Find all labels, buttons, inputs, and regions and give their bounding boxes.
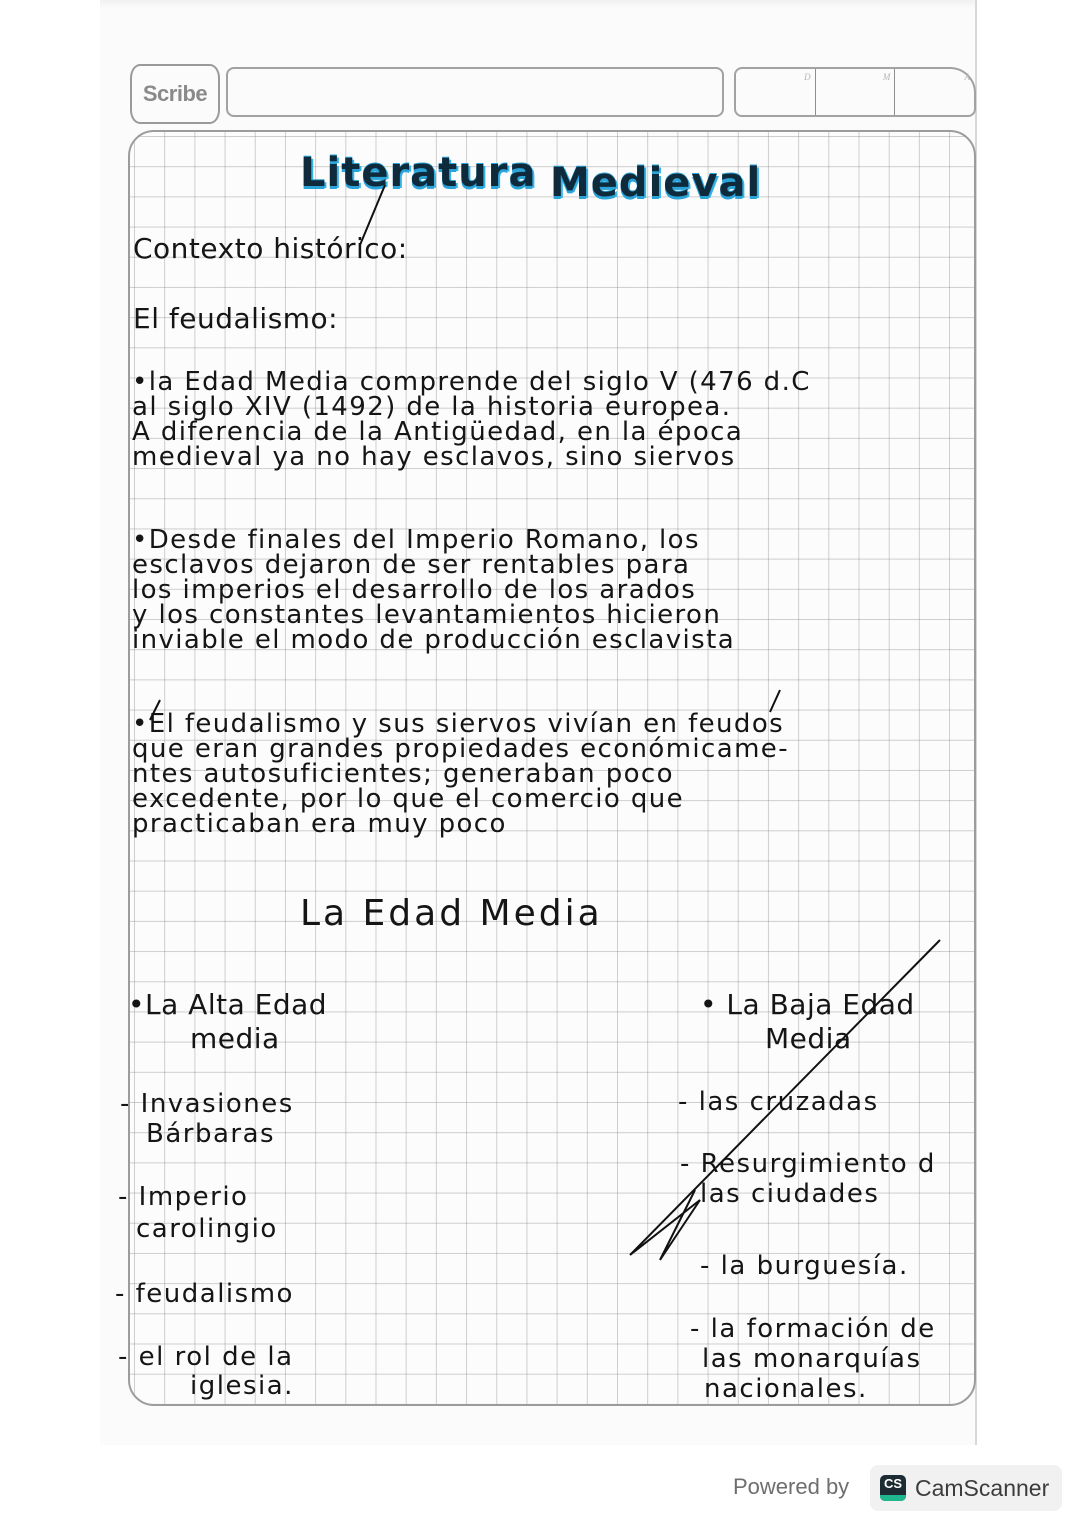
- right-item-4-cont: las monarquías: [702, 1344, 922, 1374]
- date-box: [734, 67, 976, 117]
- paragraph-line: excedente, por lo que el comercio que: [132, 784, 685, 814]
- note-title-word-1: Literatura: [300, 150, 537, 196]
- paragraph-line: los imperios el desarrollo de los arados: [132, 575, 697, 605]
- left-column-heading-2: media: [190, 1022, 280, 1055]
- section-heading: Contexto histórico:: [133, 232, 408, 265]
- brand-label: Scribe: [142, 81, 208, 106]
- paragraph-line: inviable el modo de producción esclavista: [132, 625, 736, 655]
- left-item-2-cont: carolingio: [136, 1214, 278, 1244]
- paragraph-line: practicaban era muy poco: [132, 809, 507, 839]
- scribe-logo: [130, 64, 220, 124]
- paragraph-3: [132, 709, 972, 839]
- date-month-cell: M: [816, 69, 896, 115]
- left-item-4-cont: iglesia.: [190, 1371, 294, 1401]
- left-item-4: - el rol de la: [118, 1342, 294, 1372]
- left-item-2: - Imperio: [118, 1182, 249, 1212]
- date-year-cell: A: [964, 72, 971, 82]
- camscanner-brand: CamScanner: [915, 1474, 1050, 1501]
- left-item-1-cont: Bárbaras: [146, 1119, 276, 1149]
- paragraph-line: medieval ya no hay esclavos, sino siervos: [132, 442, 736, 472]
- right-item-1: - las cruzadas: [678, 1087, 879, 1117]
- paragraph-line: •la Edad Media comprende del siglo V (476 d.C: [132, 367, 811, 397]
- right-item-4-cont-2: nacionales.: [704, 1374, 868, 1404]
- paragraph-2: [132, 525, 972, 655]
- paragraph-line: y los constantes levantamientos hicieron: [132, 600, 722, 630]
- paragraph-line: que eran grandes propiedades económicame-: [132, 734, 789, 764]
- camscanner-badge: [870, 1465, 1062, 1511]
- right-column-heading-2: Media: [765, 1022, 852, 1055]
- date-day-cell: D: [736, 69, 816, 115]
- left-item-1: - Invasiones: [120, 1089, 294, 1119]
- subsection-heading: El feudalismo:: [133, 302, 339, 335]
- paragraph-1: [132, 367, 972, 472]
- note-title-word-2: Medieval: [550, 160, 762, 206]
- right-item-4: - la formación de: [690, 1314, 936, 1344]
- page-top-edge: [100, 0, 975, 8]
- right-item-2-cont: las ciudades: [700, 1179, 880, 1209]
- paragraph-line: ntes autosuficientes; generaban poco: [132, 759, 674, 789]
- right-item-2: - Resurgimiento d: [680, 1149, 936, 1179]
- page-title-box: [226, 67, 724, 117]
- right-column-heading: • La Baja Edad: [700, 988, 915, 1021]
- paragraph-line: •El feudalismo y sus siervos vivían en feudos: [132, 709, 785, 739]
- paragraph-line: al siglo XIV (1492) de la historia europea.: [132, 392, 732, 422]
- left-column-heading: •La Alta Edad: [128, 988, 328, 1021]
- diagram-title: La Edad Media: [300, 893, 603, 934]
- right-item-3: - la burguesía.: [700, 1251, 909, 1281]
- powered-by-label: Powered by: [733, 1474, 850, 1499]
- paragraph-line: esclavos dejaron de ser rentables para: [132, 550, 691, 580]
- paragraph-line: A diferencia de la Antigüedad, en la época: [132, 417, 744, 447]
- left-item-3: - feudalismo: [115, 1279, 294, 1309]
- camscanner-logo-icon: CS: [880, 1475, 906, 1501]
- paragraph-line: •Desde finales del Imperio Romano, los: [132, 525, 700, 555]
